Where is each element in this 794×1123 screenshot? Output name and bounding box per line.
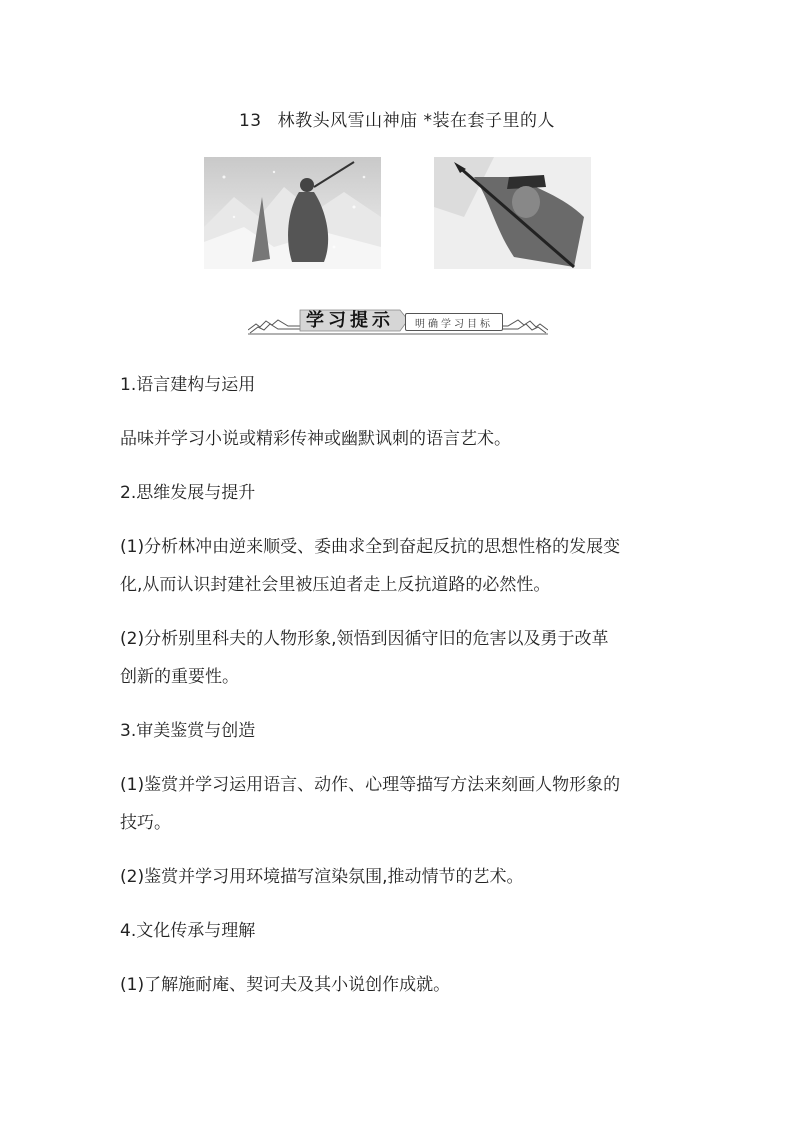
section-heading: 2.思维发展与提升 xyxy=(120,483,256,503)
lesson-title xyxy=(0,106,794,131)
paragraph-line: (2)分析别里科夫的人物形象,领悟到因循守旧的危害以及勇于改革 xyxy=(120,629,609,649)
paragraph-line: 创新的重要性。 xyxy=(120,667,239,687)
paragraph: (1)了解施耐庵、契诃夫及其小说创作成就。 xyxy=(120,975,451,995)
lesson-number: 13 xyxy=(238,111,262,131)
paragraph-line: 化,从而认识封建社会里被压迫者走上反抗道路的必然性。 xyxy=(120,575,551,595)
paragraph: 品味并学习小说或精彩传神或幽默讽刺的语言艺术。 xyxy=(120,429,511,449)
paragraph-line: (1)鉴赏并学习运用语言、动作、心理等描写方法来刻画人物形象的 xyxy=(120,775,621,795)
section-heading: 4.文化传承与理解 xyxy=(120,921,256,941)
paragraph-line: 技巧。 xyxy=(120,813,171,833)
paragraph-line: (1)分析林冲由逆来顺受、委曲求全到奋起反抗的思想性格的发展变 xyxy=(120,537,621,557)
snow-scene-illustration xyxy=(204,157,381,269)
banner-subtitle: 明确学习目标 xyxy=(405,313,503,331)
section-heading: 3.审美鉴赏与创造 xyxy=(120,721,256,741)
warrior-illustration xyxy=(434,157,591,269)
study-tips-banner xyxy=(248,306,548,336)
section-heading: 1.语言建构与运用 xyxy=(120,375,256,395)
banner-title: 学习提示 xyxy=(306,310,394,331)
lesson-title-text: 林教头风雪山神庙 *装在套子里的人 xyxy=(277,111,556,131)
study-goals xyxy=(120,366,680,1020)
paragraph: (2)鉴赏并学习用环境描写渲染氛围,推动情节的艺术。 xyxy=(120,867,524,887)
